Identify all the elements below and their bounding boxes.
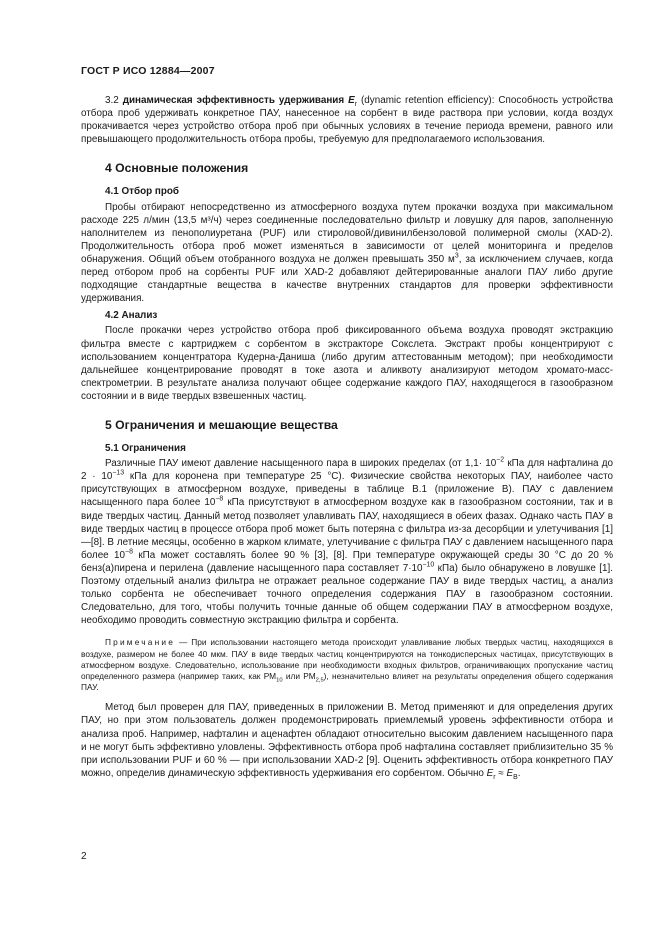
section-5-1-paragraph: Различные ПАУ имеют давление насыщенного пара в широких пределах (от $1,1\cdot 10^{-2}$ кПа для нафталина до $2 \cdot 10^{-13}$ кПа для коронена при температуре 25 °С). Физические свойства некоторых ПАУ, наиболее часто присутствующих в атмосферном воздухе, приведены в таблице В.1 (приложение В). ПАУ с давлением насыщенного пара более $10^{-8}$ кПа присутствуют в атмосферном воздухе как в газообразном состоянии, так и в виде твердых частиц. Данный метод позволяет улавливать ПАУ, находящиеся в обеих фазах. Однако часть ПАУ в виде твердых частиц в процессе отбора проб может быть потеряна с фильтра из-за десорбции и улетучивания [1]—[8]. В летние месяцы, особенно в жарком климате, улетучивание с фильтра ПАУ с давлением насыщенного пара более $10^{-8}$ кПа может составлять более 90 % [3], [8]. При температуре окружающей среды 30 °С до 20 % бенз(а)пирена и перилена (давление насыщенного пара составляет $7\cdot 10^{-10}$ кПа) было обнаружено в ловушке [1]. Поэтому отдельный анализ фильтра не отражает реальное содержание ПАУ в виде твердых частиц, а анализ только сорбента не обеспечивает точного определения содержания ПАУ в газообразном состоянии. Следовательно, для того, чтобы получить точные данные об общем содержании ПАУ в атмосферном воздухе, необходимо проводить совместную экстракцию фильтра и сорбента.: [81, 456, 614, 627]
definition-3-2: [81, 94, 613, 146]
section-4-1-title: 4.1 Отбор проб: [105, 186, 180, 198]
page-number: 2: [81, 851, 87, 862]
method-verification-paragraph: Метод был проверен для ПАУ, приведенных в приложении В. Метод применяют и для определения других ПАУ, но при этом пользователь должен продемонстрировать приемлемый уровень эффективности отбора и анализа проб. Например, нафталин и аценафтен обладают относительно высоким давлением насыщенного пара и не могут быть эффективно уловлены. Эффективность отбора проб нафталина составляет приблизительно 35 % при использовании PUF и 60 % — при использовании XAD-2 [9]. Оценить эффективность отбора конкретного ПАУ можно, определив динамическую эффективность удерживания его сорбентом. Обычно $E_r \approx E_В$.: [81, 702, 613, 781]
term-name: динамическая эффективность удерживания: [122, 95, 345, 106]
section-5-title: 5 Ограничения и мешающие вещества: [105, 417, 338, 432]
section-4-2-title: 4.2 Анализ: [105, 310, 158, 322]
section-4-1-text: Пробы отбирают непосредственно из атмосферного воздуха путем прокачки воздуха при максимальном расходе 225 л/мин (13,5 м³/ч) через соединенные последовательно фильтр и ловушку для паров, заполненную наполнителем из пенополиуретана (PUF) или стироловой/дивинилбензоловой полимерной смолы (XAD-2). Продолжительность отбора проб может изменяться в зависимости от целей мониторинга и пределов обнаружения. Общий объем отобранного воздуха не должен превышать 350 $м^3$, за исключением случаев, когда перед отбором проб на сорбенты PUF или XAD-2 добавляют дейтерированные аналоги ПАУ либо другие подходящие стандартные вещества в качестве внутренних стандартов для проверки эффективности удерживания.: [81, 201, 613, 305]
term-symbol: E: [348, 95, 355, 106]
note-paragraph: Примечание — При использовании настоящего метода происходит улавливание любых твердых частиц, находящихся в воздухе, размером не более 40 мкм. ПАУ в виде твердых частиц концентрируются на тонкодисперсных частицах, присутствующих в атмосферном воздухе. Следовательно, использование при необходимости входных фильтров, ограничивающих пропускание частиц определенного размера (например таких, как $РМ_{10}$ или $РМ_{2,5}$), незначительно влияет на результаты определения общего содержания ПАУ.: [81, 637, 613, 693]
standard-header: ГОСТ Р ИСО 12884—2007: [81, 65, 215, 77]
note-label: Примечание: [105, 637, 176, 648]
document-body: [81, 94, 613, 780]
definition-text: (dynamic retention efficiency): Способность устройства отбора проб удерживать конкретное ПАУ, нанесенное на сорбент в виде раствора при условии, когда воздух прокачивается через устройство отбора проб при обычных условиях в течение периода времени, равного или превышающего продолжительность отбора пробы, требуемую для предполагаемого использования.: [81, 95, 613, 146]
section-4-title: 4 Основные положения: [105, 161, 249, 176]
section-5-1-title: 5.1 Ограничения: [105, 443, 186, 455]
term-number: 3.2: [105, 95, 119, 106]
term-symbol-sub: r: [354, 100, 358, 108]
section-4-2-text: После прокачки через устройство отбора проб фиксированного объема воздуха проводят экстракцию фильтра вместе с картриджем с сорбентом в экстракторе Сокслета. Экстракт пробы концентрируют с использованием концентратора Кудерна-Даниша (либо другим аттестованным методом); при необходимости дальнейшее концентрирование проводят в токе азота и аликвоту анализируют методом хромато-масс-спектрометрии. В результате анализа получают общее содержание каждого ПАУ, находящегося в газообразном состоянии и в виде твердых взвешенных частиц.: [81, 325, 613, 402]
